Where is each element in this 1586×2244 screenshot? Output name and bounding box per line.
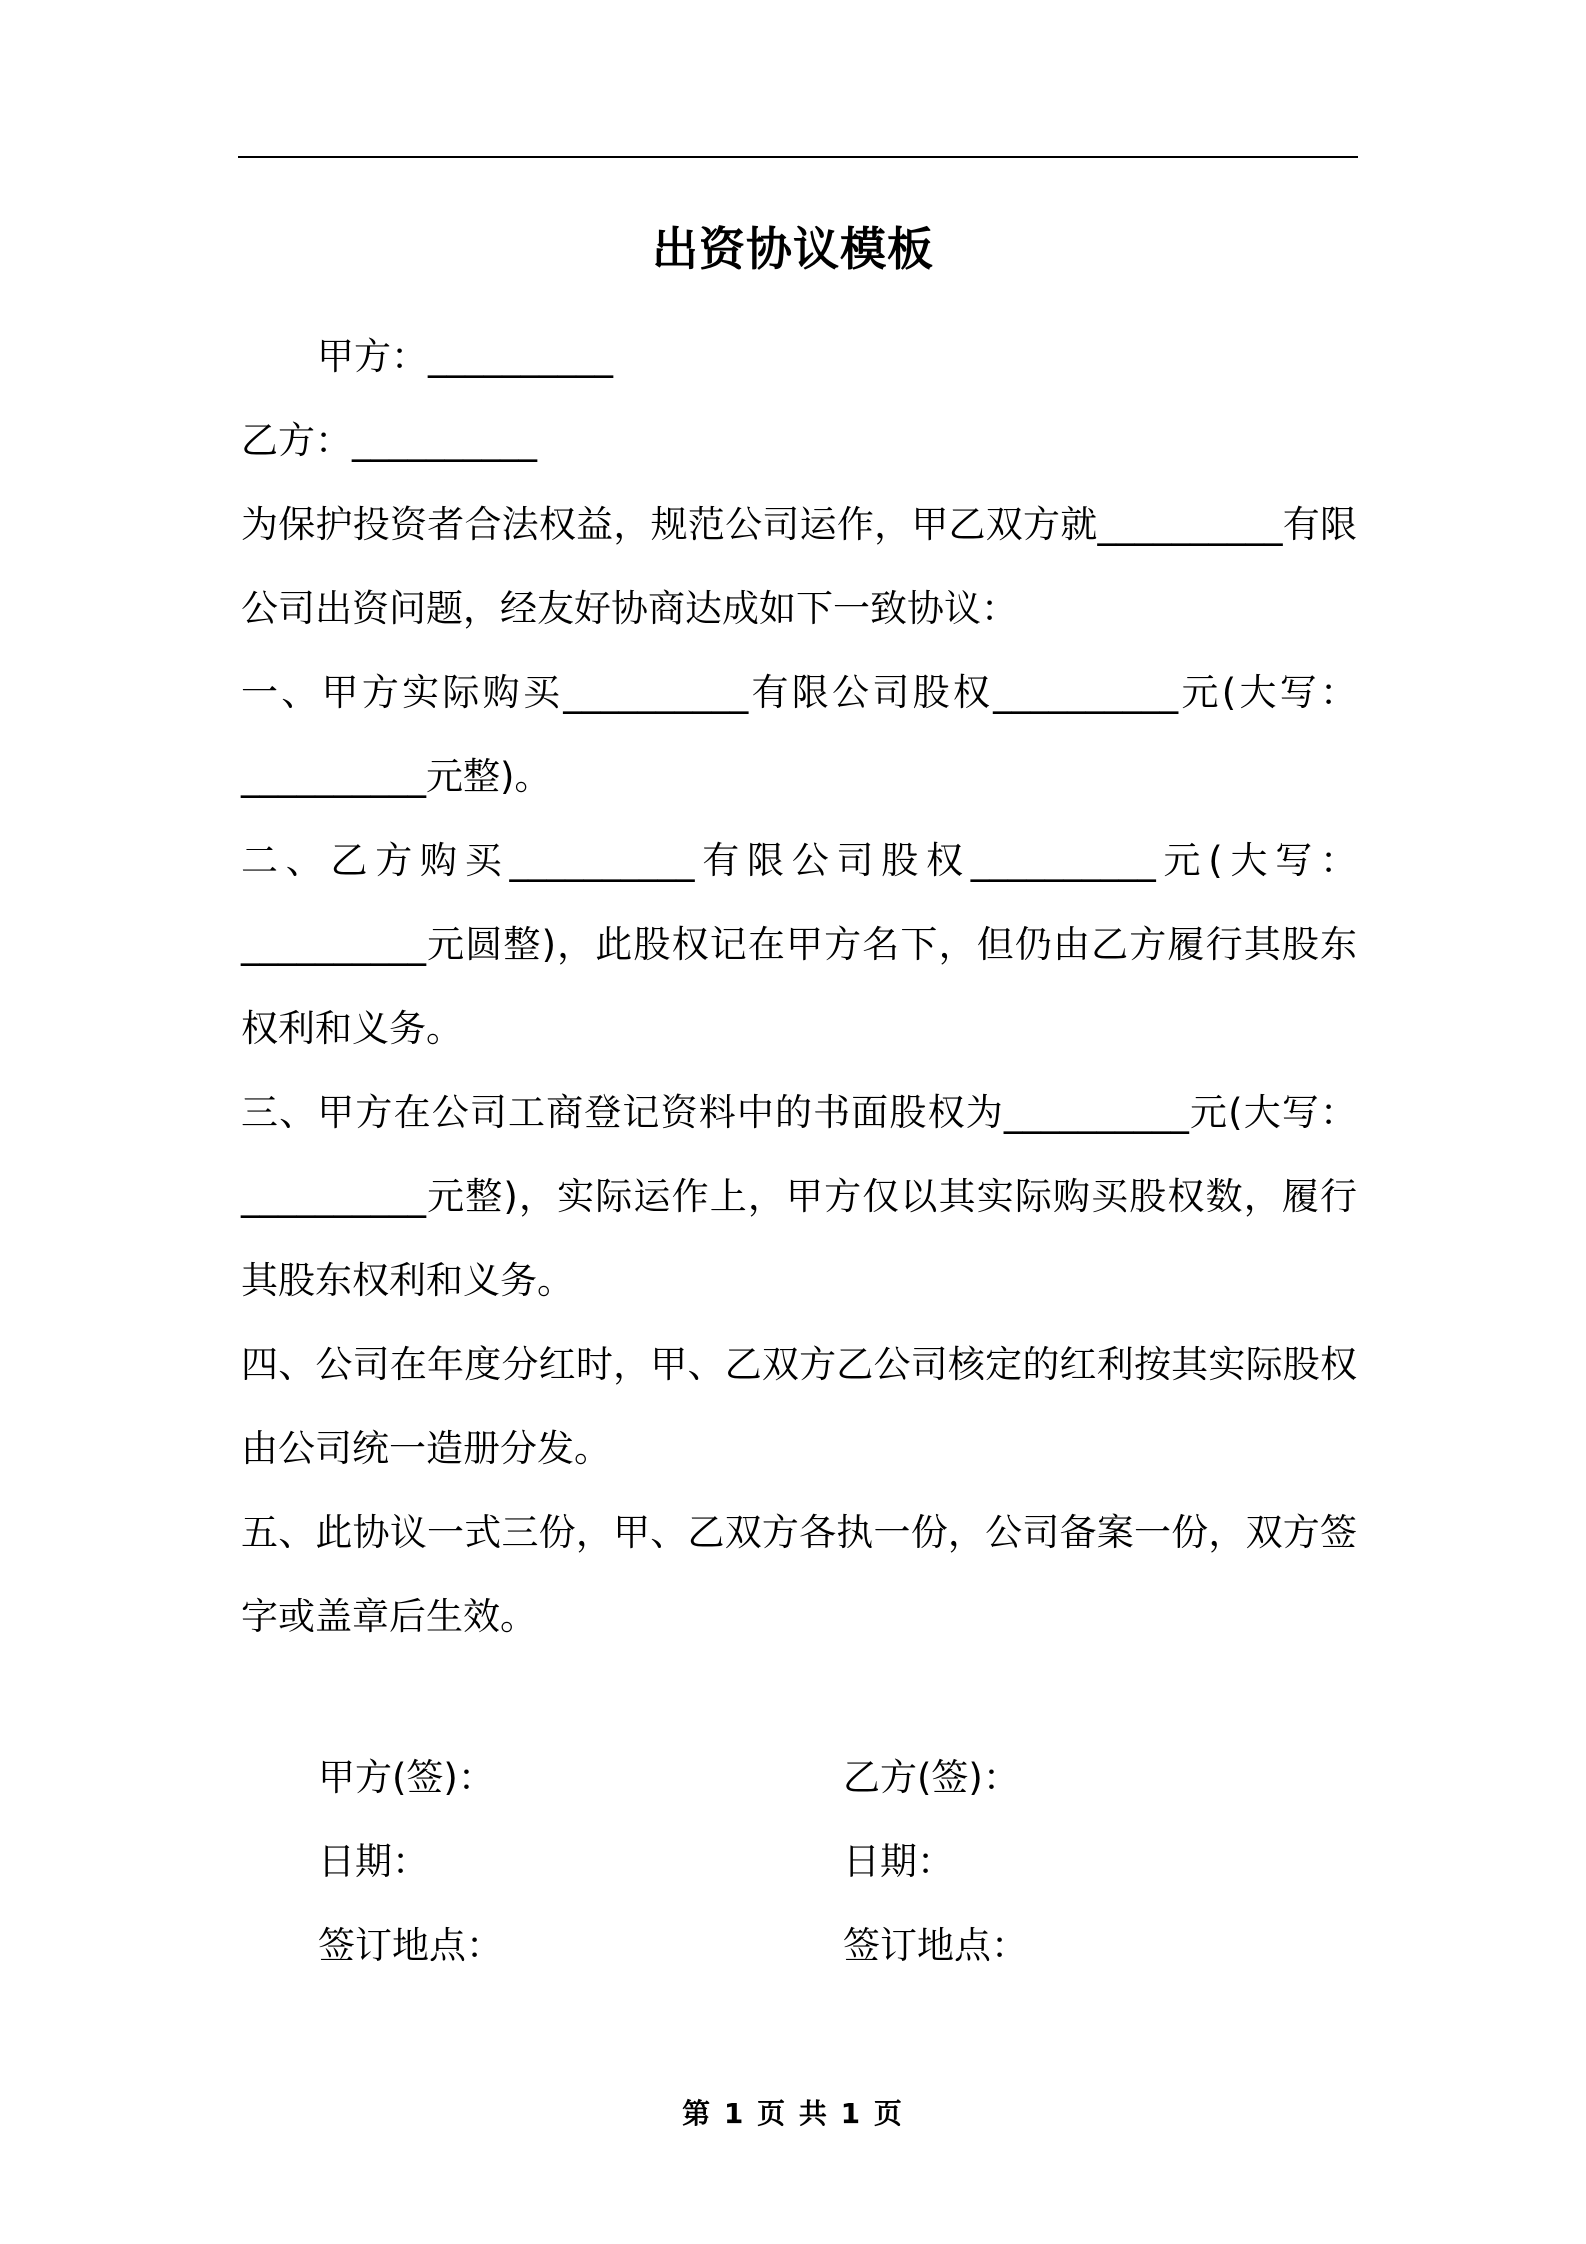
clause-2-line-2: __________元圆整)，此股权记在甲方名下，但仍由乙方履行其股东 (241, 923, 1357, 966)
signature-row (318, 1736, 1218, 1820)
party-a-date-label: 日期： (318, 1840, 429, 1883)
page-number: 第 1 页 共 1 页 (682, 2097, 904, 2130)
clause-5-line-1: 五、此协议一式三份，甲、乙双方各执一份，公司备案一份，双方签 (241, 1511, 1357, 1554)
party-b-place-label: 签订地点： (843, 1924, 1028, 1967)
clause-4-line-1: 四、公司在年度分红时，甲、乙双方乙公司核定的红利按其实际股权 (241, 1343, 1357, 1386)
place-row (318, 1904, 1218, 1988)
date-row (318, 1820, 1218, 1904)
document-body (241, 315, 1357, 1659)
header-rule (238, 156, 1358, 158)
clause-4-line-2: 由公司统一造册分发。 (241, 1427, 611, 1470)
clause-3-line-3: 其股东权利和义务。 (241, 1259, 574, 1302)
party-b-signature-label: 乙方(签)： (843, 1756, 1020, 1799)
party-a-line: 甲方：__________ (317, 335, 613, 378)
clause-3-line-1: 三、甲方在公司工商登记资料中的书面股权为__________元(大写： (241, 1091, 1357, 1134)
party-b-date-label: 日期： (843, 1840, 954, 1883)
clause-3-line-2: __________元整)，实际运作上，甲方仅以其实际购买股权数，履行 (241, 1175, 1357, 1218)
intro-line-2: 公司出资问题，经友好协商达成如下一致协议： (241, 587, 1018, 630)
clause-5-line-2: 字或盖章后生效。 (241, 1595, 537, 1638)
document-title: 出资协议模板 (652, 222, 934, 276)
clause-1-line-1: 一、甲方实际购买__________有限公司股权__________元(大写： (241, 671, 1357, 714)
clause-2-line-3: 权利和义务。 (241, 1007, 463, 1050)
clause-1-line-2: __________元整)。 (241, 755, 552, 798)
party-b-line: 乙方：__________ (241, 419, 537, 462)
signature-block (318, 1736, 1218, 1988)
party-a-signature-label: 甲方(签)： (318, 1756, 495, 1799)
clause-2-line-1: 二、乙方购买__________有限公司股权__________元(大写： (241, 839, 1357, 882)
intro-line-1: 为保护投资者合法权益，规范公司运作，甲乙双方就__________有限 (241, 503, 1357, 546)
party-a-place-label: 签订地点： (318, 1924, 503, 1967)
